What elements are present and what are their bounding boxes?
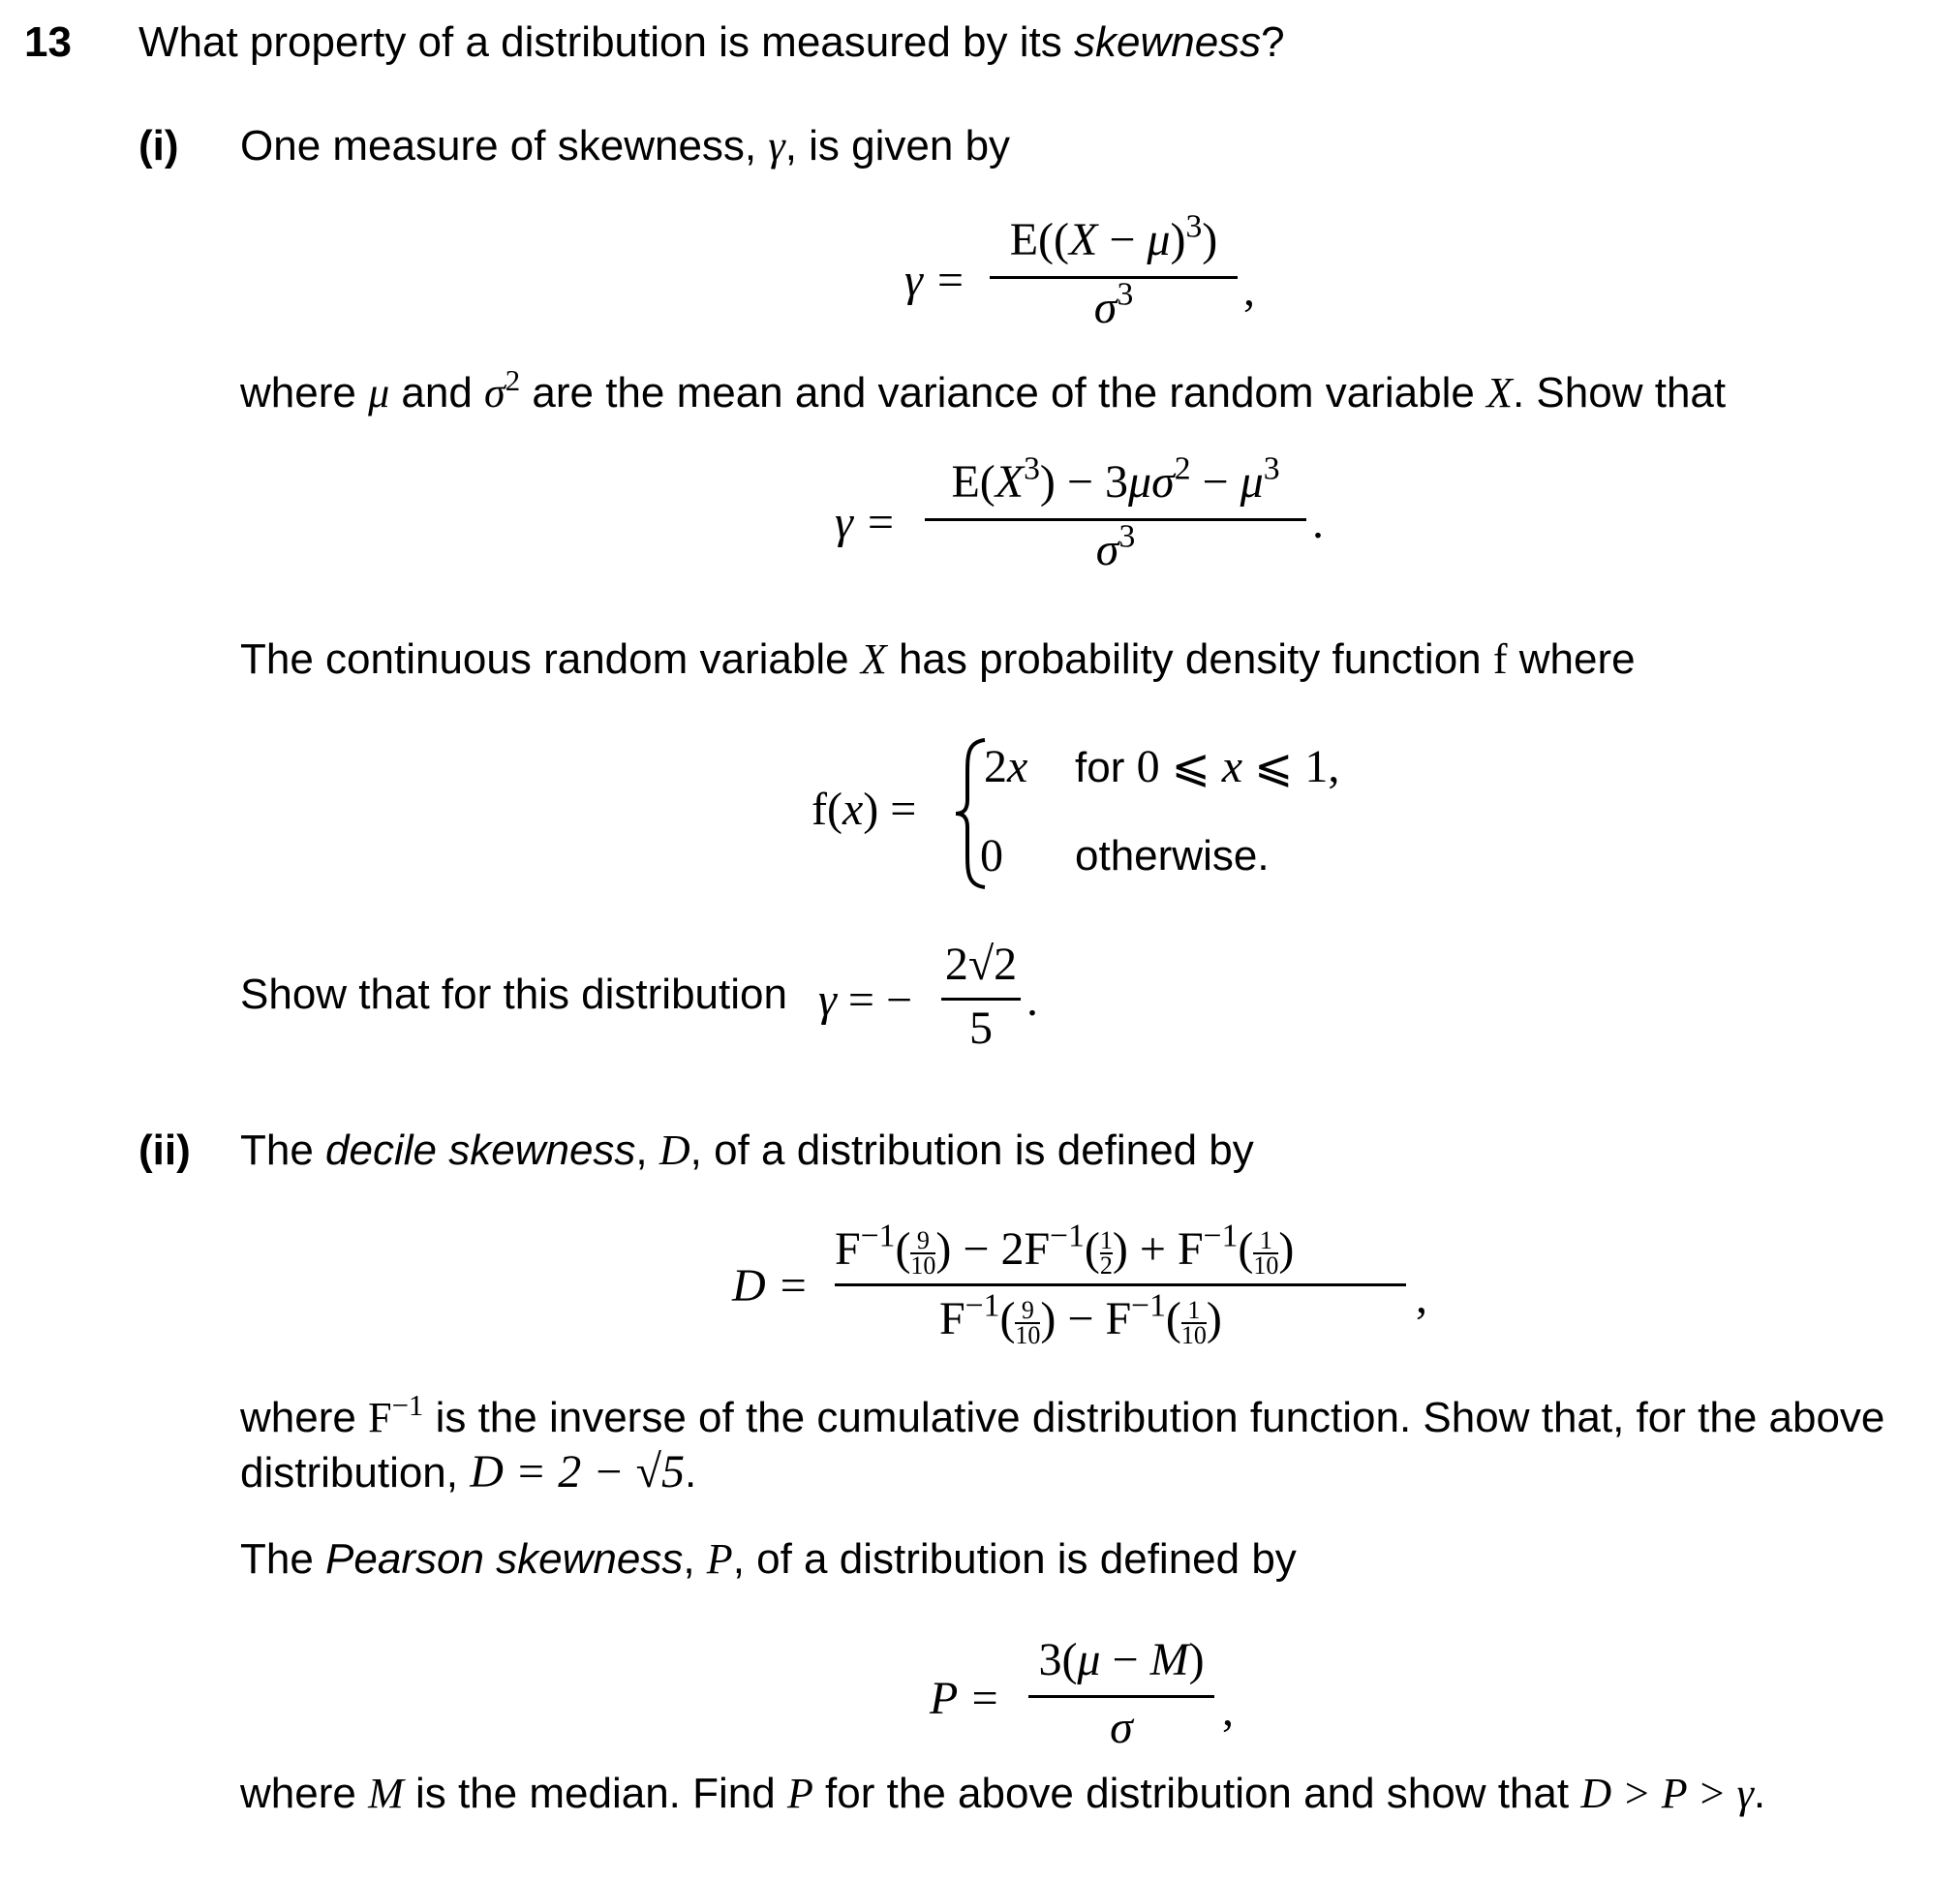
eq2-fraction-bar: [925, 518, 1306, 521]
question-intro: What property of a distribution is measured by its skewness?: [138, 18, 1285, 66]
part-i-line3: The continuous random variable X has probability density function f where: [240, 635, 1636, 683]
eq1-fraction-bar: [990, 276, 1238, 279]
part-i-line4: Show that for this distribution: [240, 971, 787, 1018]
pdf-case2-expr: 0: [980, 830, 1003, 881]
eq2-denominator: $\sigma^3$: [1095, 518, 1136, 575]
eqP-denominator: σ: [1110, 1702, 1133, 1753]
part-ii-line4: The Pearson skewness, P, of a distribution is defined by: [240, 1535, 1297, 1583]
eqD-trail: ,: [1416, 1272, 1427, 1323]
eqP-lhs: P =: [930, 1673, 1000, 1724]
pdf-case1-condition: for 0 ⩽ x ⩽ 1,: [1075, 741, 1340, 792]
pdf-lhs: f(x) =: [812, 784, 917, 835]
eq1-trail: ,: [1243, 264, 1255, 316]
part-i-line2: where μ and $\sigma^2$ are the mean and variance of the random variable X. Show that: [240, 364, 1727, 417]
eq2-numerator: $E(X^3) - 3\mu\sigma^2 - \mu^3$: [951, 450, 1280, 508]
eqD-denominator: $F^{-1}$( $\frac{9}{10}$ ) − $F^{-1}$( $\frac{1}{10}$ ): [939, 1287, 1222, 1349]
eq2-lhs: γ =: [835, 497, 897, 548]
eqP-fraction-bar: [1028, 1695, 1214, 1698]
eq3-numerator: 2√2: [944, 939, 1018, 990]
eq3-fraction-bar: [941, 998, 1021, 1001]
eqP-numerator: 3(μ − M): [1038, 1634, 1205, 1685]
part-ii-line1: The decile skewness, D, of a distribution is defined by: [240, 1127, 1254, 1174]
eq3-lhs: γ = −: [818, 974, 913, 1026]
pdf-case1-expr: 2x: [984, 741, 1028, 792]
eq1-numerator: $E((X - \mu)^3)$: [1009, 208, 1218, 265]
eqD-fraction-bar: [835, 1283, 1406, 1286]
eqD-numerator: $F^{-1}$( $\frac{9}{10}$ ) − $2F^{-1}$( $\frac{1}{2}$ ) + $F^{-1}$( $\frac{1}{10}$ ): [835, 1218, 1295, 1280]
part-ii-line2: where $F^{-1}$ is the inverse of the cumulative distribution function. Show that, for the above: [240, 1389, 1885, 1441]
eqD-lhs: D =: [732, 1260, 810, 1312]
part-i-label: (i): [138, 122, 179, 170]
part-ii-line3: distribution, D = 2 − √5.: [240, 1446, 697, 1497]
pdf-case2-text: otherwise.: [1075, 832, 1270, 880]
part-ii-label: (ii): [138, 1127, 191, 1174]
eq2-trail: .: [1312, 497, 1324, 548]
eq3-trail: .: [1026, 974, 1038, 1026]
eqP-trail: ,: [1222, 1684, 1234, 1736]
eq1-denominator: $\sigma^3$: [1093, 276, 1134, 333]
part-i-line1: One measure of skewness, γ, is given by: [240, 122, 1011, 170]
question-number: 13: [24, 18, 72, 66]
eq1-lhs: γ =: [904, 255, 966, 306]
part-ii-line5: where M is the median. Find P for the above distribution and show that D > P > γ.: [240, 1770, 1766, 1817]
eq3-denominator: 5: [969, 1003, 993, 1054]
